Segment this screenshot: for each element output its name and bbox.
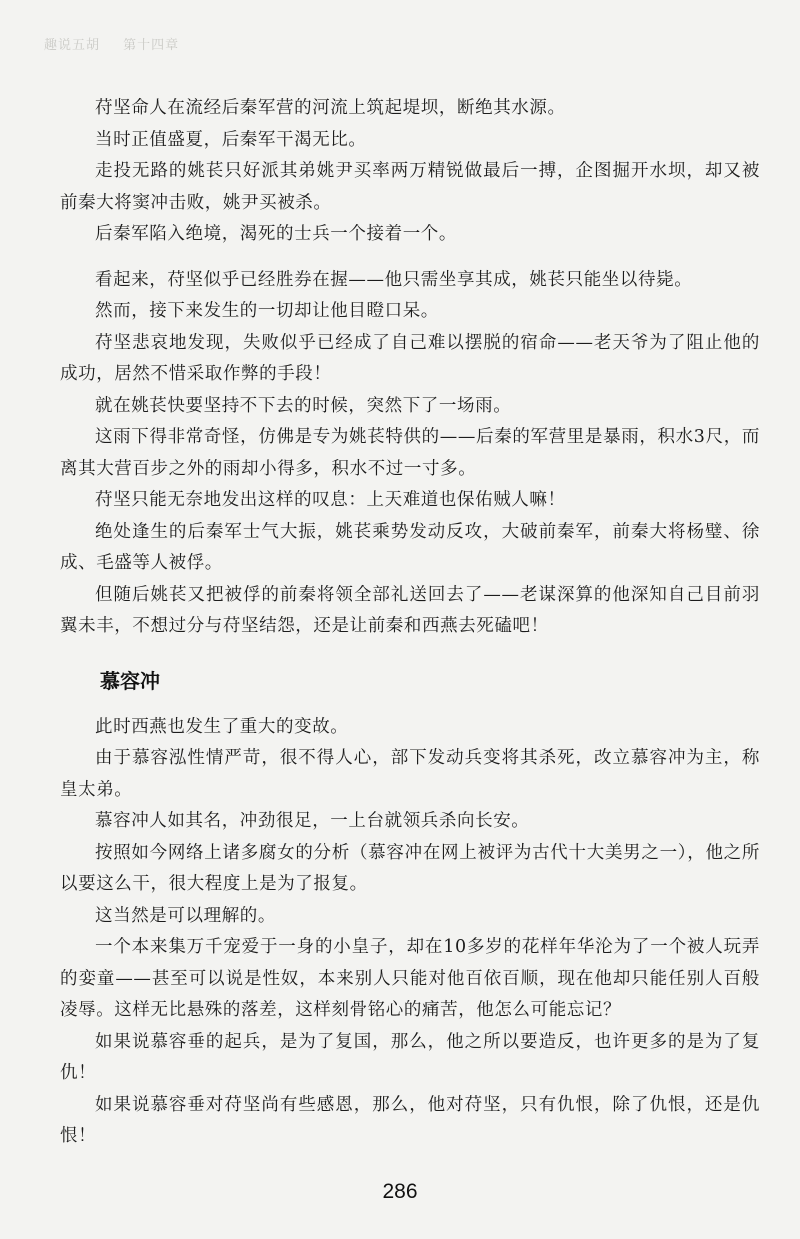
paragraph: 苻坚悲哀地发现，失败似乎已经成了自己难以摆脱的宿命——老天爷为了阻止他的成功，居然不惜采取作弊的手段！	[60, 332, 760, 384]
paragraph: 看起来，苻坚似乎已经胜券在握——他只需坐享其成，姚苌只能坐以待毙。	[95, 269, 693, 290]
paragraph: 就在姚苌快要坚持不下去的时候，突然下了一场雨。	[95, 395, 512, 416]
body-text	[60, 93, 760, 1153]
paragraph: 这当然是可以理解的。	[95, 905, 276, 926]
paragraph: 如果说慕容垂对苻坚尚有些感恩，那么，他对苻坚，只有仇恨，除了仇恨，还是仇恨！	[60, 1094, 760, 1146]
page-number: 286	[382, 1180, 418, 1203]
paragraph: 但随后姚苌又把被俘的前秦将领全部礼送回去了——老谋深算的他深知自己目前羽翼未丰，不想过分与苻坚结怨，还是让前秦和西燕去死磕吧！	[60, 584, 760, 636]
paragraph-group-siege	[60, 93, 760, 251]
paragraph: 一个本来集万千宠爱于一身的小皇子，却在10多岁的花样年华沦为了一个被人玩弄的娈童——甚至可以说是性奴，本来别人只能对他百依百顺，现在他却只能任别人百般凌辱。这样无比悬殊的落差，这样刻骨铭心的痛苦，他怎么可能忘记？	[60, 937, 761, 1020]
paragraph: 如果说慕容垂的起兵，是为了复国，那么，他之所以要造反，也许更多的是为了复仇！	[60, 1031, 760, 1083]
paragraph: 由于慕容泓性情严苛，很不得人心，部下发动兵变将其杀死，改立慕容冲为主，称皇太弟。	[60, 748, 760, 800]
section-title: 慕容冲	[100, 668, 160, 693]
paragraph: 这雨下得非常奇怪，仿佛是专为姚苌特供的——后秦的军营里是暴雨，积水3尺，而离其大营百步之外的雨却小得多，积水不过一寸多。	[60, 427, 760, 479]
paragraph: 然而，接下来发生的一切却让他目瞪口呆。	[95, 301, 439, 321]
paragraph: 此时西燕也发生了重大的变故。	[95, 716, 349, 737]
paragraph-group-murong-chong	[60, 712, 760, 1153]
header-chapter: 第十四章	[123, 38, 180, 53]
paragraph: 按照如今网络上诸多腐女的分析（慕容冲在网上被评为古代十大美男之一），他之所以要这么干，很大程度上是为了报复。	[60, 842, 760, 894]
paragraph: 绝处逢生的后秦军士气大振，姚苌乘势发动反攻，大破前秦军，前秦大将杨璧、徐成、毛盛等人被俘。	[60, 521, 760, 573]
running-header	[44, 34, 197, 53]
paragraph: 当时正值盛夏，后秦军干渴无比。	[95, 129, 367, 150]
header-book-title: 趣说五胡	[44, 38, 101, 53]
paragraph: 后秦军陷入绝境，渴死的士兵一个接着一个。	[95, 224, 457, 244]
paragraph-group-rain	[60, 265, 760, 643]
paragraph: 走投无路的姚苌只好派其弟姚尹买率两万精锐做最后一搏，企图掘开水坝，却又被前秦大将窦冲击败，姚尹买被杀。	[60, 161, 760, 213]
paragraph: 苻坚命人在流经后秦军营的河流上筑起堤坝，断绝其水源。	[95, 98, 566, 118]
paragraph: 苻坚只能无奈地发出这样的叹息：上天难道也保佑贼人嘛！	[95, 490, 566, 510]
paragraph: 慕容冲人如其名，冲劲很足，一上台就领兵杀向长安。	[95, 811, 530, 831]
